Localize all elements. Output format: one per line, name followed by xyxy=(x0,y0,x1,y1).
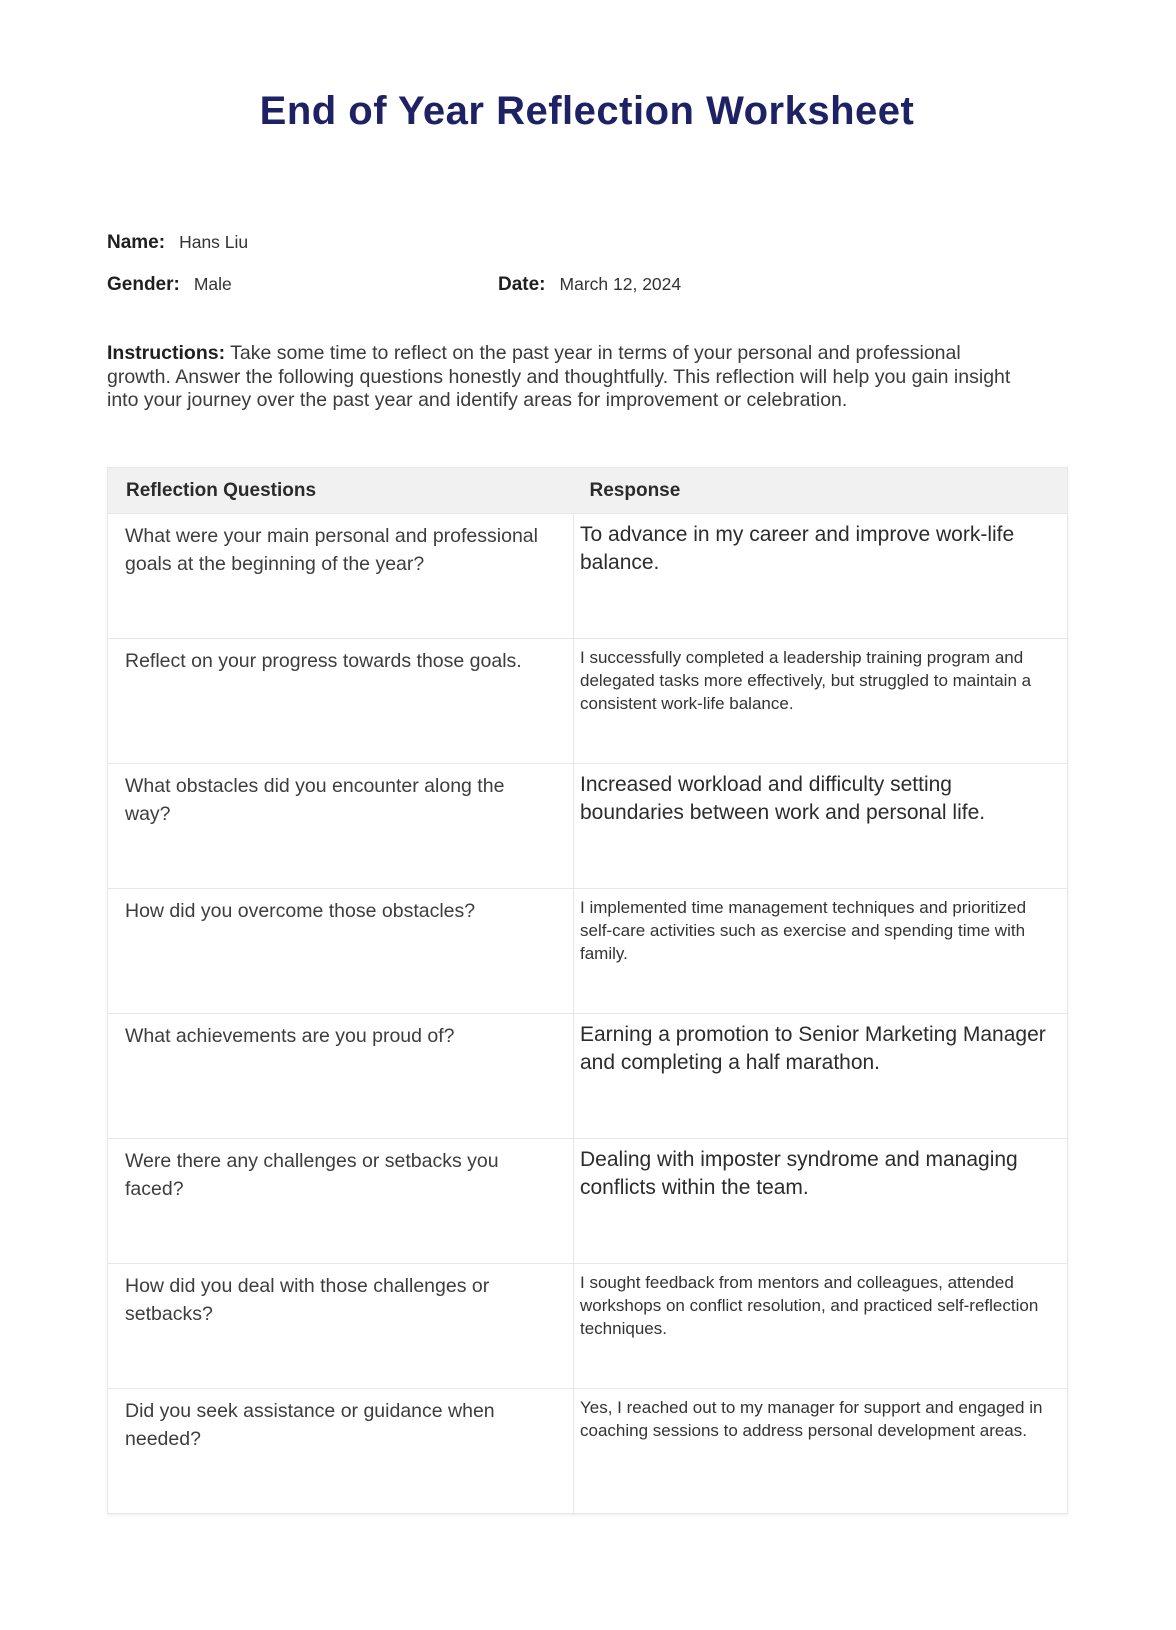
table-row xyxy=(108,513,1068,638)
gender-value: Male xyxy=(193,274,232,294)
instructions-paragraph xyxy=(107,342,1012,413)
table-row xyxy=(108,763,1068,888)
question-cell: What obstacles did you encounter along the way? xyxy=(108,763,574,888)
response-cell: Increased workload and difficulty setting boundaries between work and personal life. xyxy=(574,763,1068,888)
header-reflection-questions: Reflection Questions xyxy=(108,467,574,513)
table-row xyxy=(108,888,1068,1013)
question-cell: How did you overcome those obstacles? xyxy=(108,888,574,1013)
question-cell: What achievements are you proud of? xyxy=(108,1013,574,1138)
date-group xyxy=(498,272,681,297)
response-cell: Yes, I reached out to my manager for support and engaged in coaching sessions to address personal development areas. xyxy=(574,1388,1068,1513)
response-cell: To advance in my career and improve work-life balance. xyxy=(574,513,1068,638)
page-title: End of Year Reflection Worksheet xyxy=(259,89,915,133)
response-cell: I implemented time management techniques and prioritized self-care activities such as exercise and spending time with family. xyxy=(574,888,1068,1013)
response-cell: Earning a promotion to Senior Marketing Manager and completing a half marathon. xyxy=(574,1013,1068,1138)
table-row xyxy=(108,1013,1068,1138)
meta-section xyxy=(107,230,1067,296)
instructions-text: Take some time to reflect on the past year in terms of your personal and professional growth. Answer the following questions honestly and thoughtfully. This reflection will help you gain insight into your journey over the past year and identify areas for improvement or celebration. xyxy=(107,342,1011,411)
gender-label: Gender: xyxy=(107,274,180,295)
date-label: Date: xyxy=(498,274,546,295)
name-label: Name: xyxy=(107,232,166,253)
question-cell: Were there any challenges or setbacks you faced? xyxy=(108,1138,574,1263)
name-value: Hans Liu xyxy=(179,232,249,252)
date-value: March 12, 2024 xyxy=(559,274,682,294)
question-cell: What were your main personal and professional goals at the beginning of the year? xyxy=(108,513,574,638)
response-cell: Dealing with imposter syndrome and managing conflicts within the team. xyxy=(574,1138,1068,1263)
header-response: Response xyxy=(574,467,1068,513)
name-row xyxy=(107,230,1067,254)
worksheet-page xyxy=(107,0,1067,1514)
instructions-label: Instructions: xyxy=(107,342,226,364)
table-row xyxy=(108,638,1068,763)
table-header-row xyxy=(108,467,1068,513)
table-row xyxy=(108,1263,1068,1388)
gender-date-row xyxy=(107,272,1067,296)
table-row xyxy=(108,1138,1068,1263)
question-cell: Reflect on your progress towards those goals. xyxy=(108,638,574,763)
gender-group xyxy=(107,272,498,297)
question-cell: Did you seek assistance or guidance when needed? xyxy=(108,1388,574,1513)
question-cell: How did you deal with those challenges or setbacks? xyxy=(108,1263,574,1388)
reflection-table xyxy=(107,467,1068,1514)
response-cell: I successfully completed a leadership training program and delegated tasks more effectively, but struggled to maintain a consistent work-life balance. xyxy=(574,638,1068,763)
response-cell: I sought feedback from mentors and colleagues, attended workshops on conflict resolution, and practiced self-reflection techniques. xyxy=(574,1263,1068,1388)
table-row xyxy=(108,1388,1068,1513)
